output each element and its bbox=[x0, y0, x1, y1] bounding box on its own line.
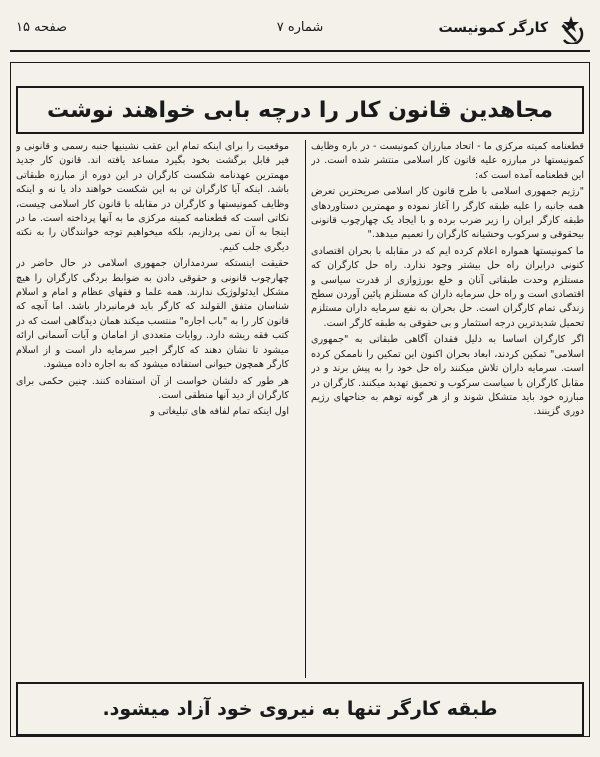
footer-slogan: طبقه کارگر تنها به نیروی خود آزاد میشود. bbox=[102, 698, 498, 720]
slogan-box bbox=[16, 682, 584, 736]
left-paragraph: موقعیت را برای اینکه تمام این عقب نشینیها جنبه رسمی و قانونی و فیر قابل برگشت بخود بگیرد مساعد یافته اند. قانون کار جدید مهمترین عهدنامه شکست کارگران در این دوره از مبارزه طبقاتی باشد. اینکه آیا کارگران تن به این شکست خواهند داد یا نه و اینکه وظایف کمونیستها و کارگران در مقابله با قانون کار اسلامی چیست، نکاتی است که قطعنامه کمیته مرکزی ما به آنها پرداخته است. ما در اینجا به آن نمی پردازیم، بلکه میخواهیم توجه خوانندگان را به نکته دیگری جلب کنیم. bbox=[16, 141, 289, 253]
article-title: مجاهدین قانون کار را درچه بابی خواهند نوشت bbox=[46, 97, 554, 123]
paper-name: کارگر کمونیست bbox=[438, 20, 548, 36]
page-header bbox=[10, 8, 590, 52]
right-column bbox=[311, 140, 584, 678]
left-paragraph: هر طور که دلشان خواست از آن استفاده کنند. چنین حکمی برای کارگران از دید آنها منطقی است. bbox=[16, 375, 289, 401]
left-paragraph: اول اینکه تمام لفافه های تبلیغاتی و bbox=[150, 406, 289, 418]
right-paragraph: ما کمونیستها همواره اعلام کرده ایم که در مقابله با بحران اقتصادی کنونی درایران راه حل بیشتر وجود ندارد. راه حل کارگران که مستلزم وحدت طبقاتی آنان و خلع بورژوازی از قدرت سیاسی و اقتصادی است و راه حل سرمایه داران که مستلزم پائین آوردن سطح زندگی تمام کارگران است. حل بحران به نفع سرمایه داران مستلزم تحمیل شدیدترین درجه استثمار و بی حقوقی به طبقه کارگر است. bbox=[311, 245, 584, 329]
column-divider bbox=[305, 140, 306, 678]
left-column bbox=[16, 140, 289, 678]
right-paragraph: قطعنامه کمیته مرکزی ما - اتحاد مبارزان کمونیست - در باره وظایف کمونیستها در مبارزه علیه قانون کار اسلامی منتشر شده است. در این قطعنامه آمده است که: bbox=[311, 141, 584, 181]
page-number: صفحه ۱۵ bbox=[16, 20, 68, 35]
right-paragraph: "رژیم جمهوری اسلامی با طرح قانون کار اسلامی صریحترین تعرض همه جانبه را علیه طبقه کارگر را آغاز نموده و مهمترین دستاوردهای طبقه کارگر ایران را زیر ضرب برده و با ایجاد یک چهارچوب قانونی بیحقوقی و سرکوب وحشیانه کارگران را تعمیم میدهد." bbox=[311, 186, 584, 241]
right-paragraph: اگر کارگران اساسا به دلیل فقدان آگاهی طبقاتی به "جمهوری اسلامی" تمکین کردند، ابعاد بحران اکنون این تمکین را ناممکن کرده است. سرمایه داران تلاش میکنند راه حل خود را به پیش برند و در مقابل کارگران با سیاست سرکوب و تحمیق تهدید میکنند. کارگران در مبارزه خود باید متشکل شوند و از هر گونه توهم به جناحهای رژیم دوری گزینند. bbox=[311, 334, 584, 418]
title-box bbox=[16, 86, 584, 134]
article-body bbox=[16, 140, 584, 678]
issue-number: شماره ۷ bbox=[276, 20, 324, 35]
left-paragraph: حقیقت اینستکه سردمداران جمهوری اسلامی در حال حاضر در چهارچوب قانونی و حقوقی دادن به ضوابط بردگی کارگران را هیچ مشکل ایدئولوژیک ندارند. همه علما و فقهای عظام و امام و اسلام شناسان متفق القولند که کارگر باید فرمانبردار باشد. اما آنچه که قانون کار را به "باب اجاره" منتسب میکند همان دیدگاهی است که در کتب فقه ریشه دارد. روایات متعددی از امامان و آیات آسمانی ارائه میشود تا نشان دهند که کارگر اجیر سرمایه دار است و از اسلام کارگر همچون حیوانی استفاده میشود که به اجاره داده میشود. bbox=[16, 258, 289, 371]
